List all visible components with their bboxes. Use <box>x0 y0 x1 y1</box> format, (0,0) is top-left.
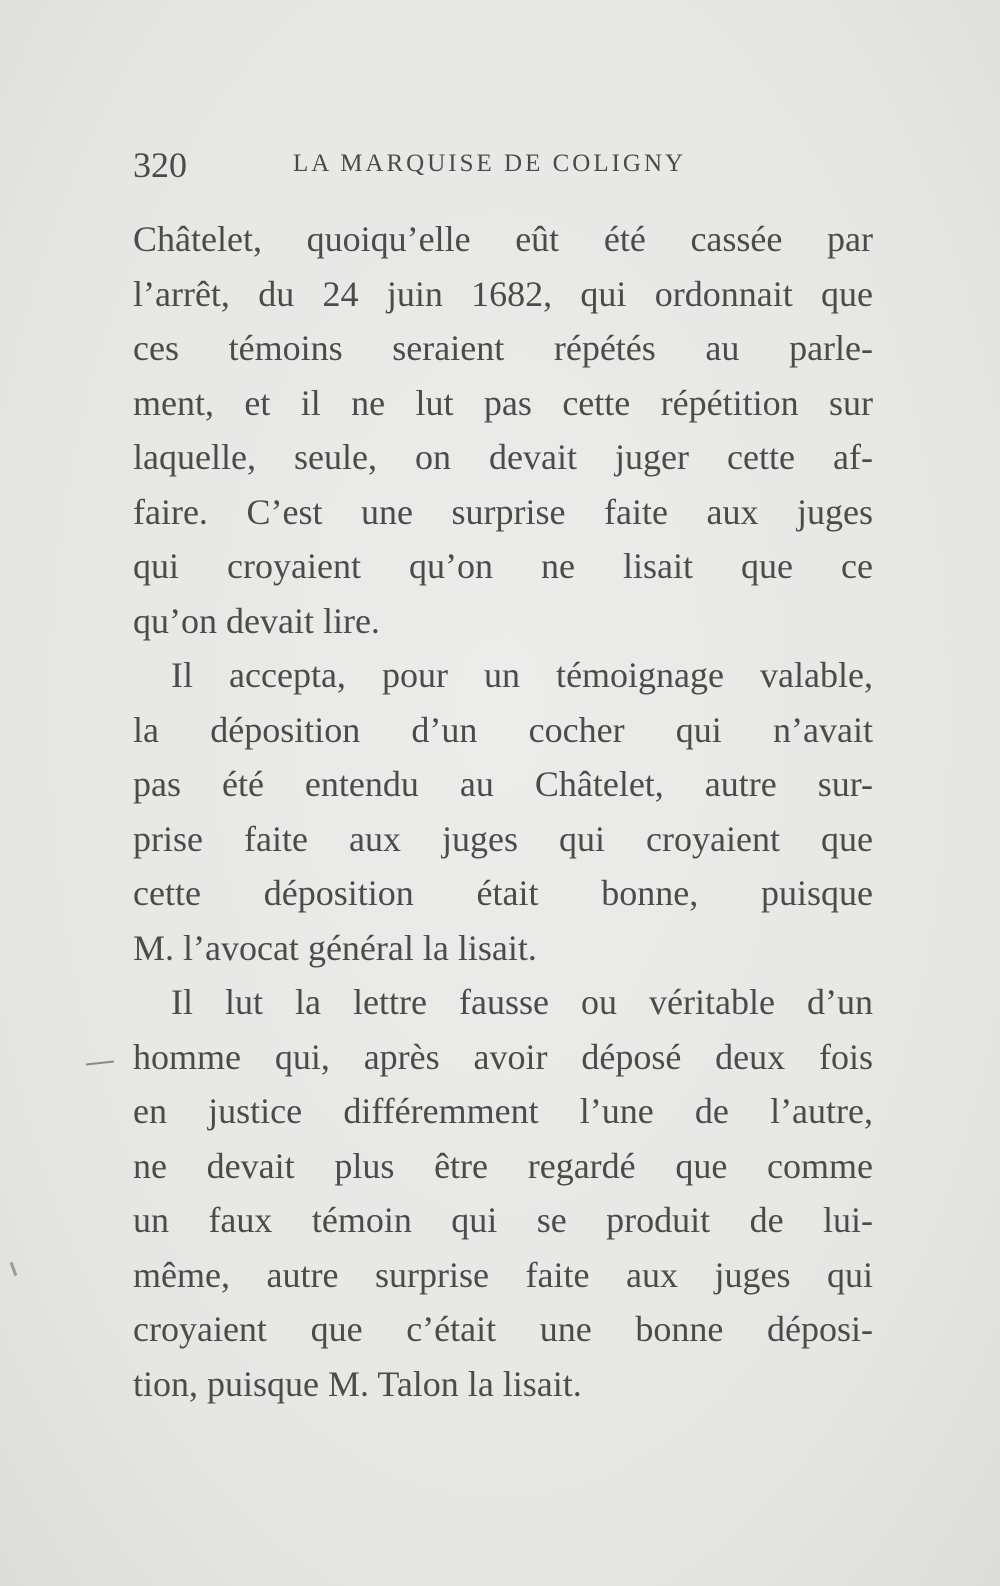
text-line: l’arrêt, du 24 juin 1682, qui ordonnait que <box>133 273 873 314</box>
text-line: croyaient que c’était une bonne déposi- <box>133 1309 873 1349</box>
text-line: homme qui, après avoir déposé deux fois <box>133 1036 873 1077</box>
text-line: un faux témoin qui se produit de lui- <box>133 1200 873 1240</box>
text-line: la déposition d’un cocher qui n’avait <box>133 709 873 750</box>
text-line: Châtelet, quoiqu’elle eût été cassée par <box>133 219 873 259</box>
text-line: laquelle, seule, on devait juger cette af- <box>133 437 873 477</box>
text-line: prise faite aux juges qui croyaient que <box>133 818 873 859</box>
running-title: LA MARQUISE DE COLIGNY <box>293 150 687 177</box>
text-line: cette déposition était bonne, puisque <box>133 873 873 913</box>
text-line: ces témoins seraient répétés au parle- <box>133 328 873 368</box>
text-line: Il lut la lettre fausse ou véritable d’un <box>171 982 873 1022</box>
paragraph <box>133 975 873 1411</box>
text-line: en justice différemment l’une de l’autre, <box>133 1091 873 1131</box>
paragraph <box>133 648 873 975</box>
text-line: ment, et il ne lut pas cette répétition sur <box>133 382 873 423</box>
text-line: ne devait plus être regardé que comme <box>133 1145 873 1186</box>
margin-mark <box>86 1061 114 1066</box>
paragraph <box>133 212 873 648</box>
page-header <box>133 138 873 188</box>
text-line: pas été entendu au Châtelet, autre sur- <box>133 764 873 804</box>
text-line: qu’on devait lire. <box>133 600 380 641</box>
text-line: même, autre surprise faite aux juges qui <box>133 1254 873 1295</box>
body-text <box>133 212 873 1411</box>
text-line: faire. C’est une surprise faite aux juges <box>133 491 873 532</box>
text-line: tion, puisque M. Talon la lisait. <box>133 1363 582 1404</box>
page-number: 320 <box>133 145 187 185</box>
text-line: M. l’avocat général la lisait. <box>133 927 537 968</box>
text-line: qui croyaient qu’on ne lisait que ce <box>133 546 873 586</box>
text-line: Il accepta, pour un témoignage valable, <box>171 655 873 695</box>
margin-speck <box>10 1262 18 1276</box>
